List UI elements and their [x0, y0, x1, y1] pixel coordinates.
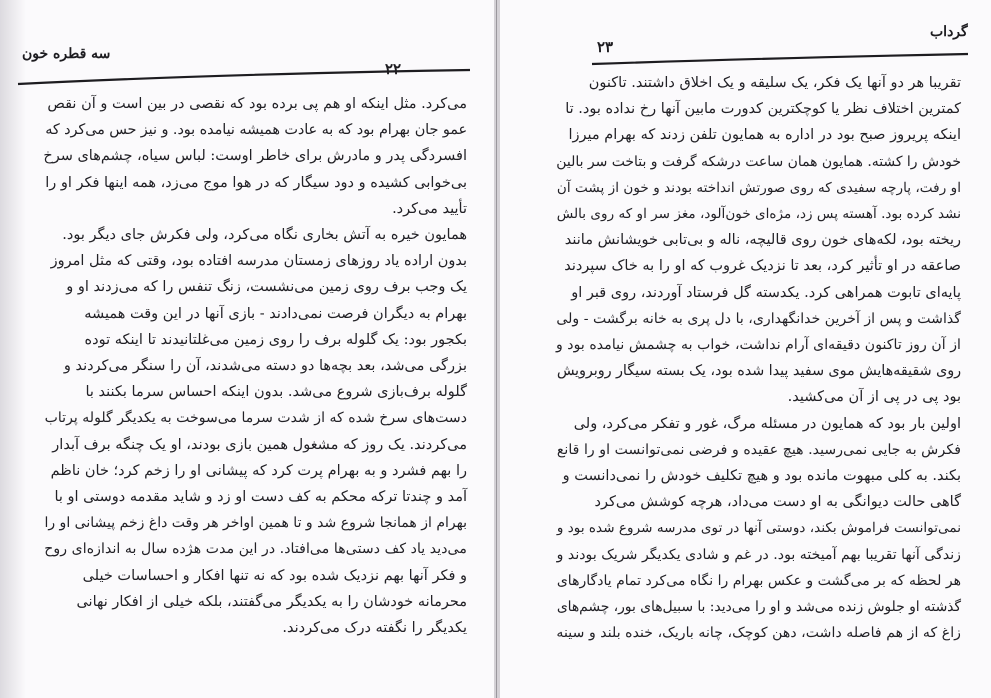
- page-number-right: ۲۳: [597, 38, 614, 56]
- text-line: خودش را کشته. همایون همان ساعت درشکه گرفت و بتاخت سر بالین: [556, 153, 961, 170]
- running-title-left: سه قطره خون: [22, 46, 111, 62]
- text-line: یکدیگر را نگفته درک می‌کردند.: [282, 620, 467, 637]
- text-line: گلوله برف‌بازی شروع می‌شد. بدون اینکه احساس سرما بکنند با: [85, 384, 467, 401]
- text-line: تقریبا هر دو آنها یک فکر، یک سلیقه و یک اخلاق داشتند. تاکنون: [588, 75, 961, 91]
- text-line: روی شقیقه‌هایش موی سفید پیدا شده بود، یک بسته سیگار روبرویش: [556, 363, 961, 380]
- left-page-body: [40, 91, 467, 641]
- text-line: کمترین اختلاف نظر یا کوچکترین کدورت مابین آنها رخ نداده بود. تا: [565, 101, 961, 118]
- text-line: بزرگی می‌شد، بعد بچه‌ها دو دسته می‌شدند، آن را سنگر می‌کردند و: [63, 358, 467, 375]
- running-title-right: گرداب: [930, 24, 968, 40]
- text-line: بکجور بود: یک گلوله برف را روی زمین می‌غلتانیدند تا اینکه توده: [84, 331, 467, 348]
- text-line: و فکر آنها بهم نزدیک شده بود که نه تنها افکار و احساسات خیلی: [82, 567, 467, 584]
- text-line: فکرش به جایی نمی‌رسید. هیچ عقیده و فرضی نمی‌توانست او را قانع: [556, 441, 961, 458]
- text-line: افسردگی پدر و مادرش برای خاطر اوست: لباس سیاه، چشم‌های سرخ: [43, 148, 467, 165]
- text-line: همایون خیره به آتش بخاری نگاه می‌کرد، ولی فکرش جای دیگر بود.: [62, 227, 467, 244]
- text-line: را بهم فشرد و به بهرام پرت کرد که پیشانی او را زخم کرد؛ خان ناظم: [50, 462, 467, 479]
- header-rule-left: [0, 0, 494, 100]
- text-line: می‌دید یاد کف دستی‌ها می‌افتاد. در این مدت هژده سال به اندازه‌ای روح: [44, 541, 467, 558]
- text-line: هر لحظه که بر می‌گشت و عکس بهرام را نگاه می‌کرد تمام یادگارهای: [556, 572, 961, 589]
- text-line: او رفت، پارچه سفیدی که روی صورتش انداخته بودند و خون از پشت آن: [556, 179, 961, 196]
- text-line: بهرام از همانجا شروع شد و تا همین اواخر هر وقت داغ زخم پیشانی او را: [44, 515, 467, 532]
- right-book-page: [500, 0, 991, 698]
- text-line: زندگی آنها تقریبا بهم آمیخته بود. در غم و شادی یکدیگر شریک بودند و: [556, 546, 961, 563]
- text-line: از آن روز تاکنون دقیقه‌ای آرام نداشت، خواب به چشمش نیامده بود و: [555, 337, 961, 354]
- text-line: می‌کردند. یک روز که مشغول همین بازی بودند، او یک چنگه برف آبدار: [52, 436, 467, 453]
- text-line: گاهی حالت دیوانگی به او دست می‌داد، هرچه کوشش می‌کرد: [594, 494, 961, 511]
- book-spine-line: [496, 0, 497, 698]
- page-number-left: ۲۲: [385, 60, 402, 78]
- text-line: بکند. به کلی مبهوت مانده بود و هیچ تکلیف خودش را نمی‌دانست و: [562, 468, 961, 485]
- text-line: بدون اراده یاد روزهای زمستان مدرسه افتاده بود، وقتی که مثل امروز: [50, 253, 467, 270]
- text-line: نشد کرده بود. آهسته پس زد، مژه‌ای خون‌آلود، مغز سر او که روی بالش: [556, 206, 961, 223]
- text-line: صاعقه در او تأثیر کرد، بعد تا نزدیک غروب که او را به خاک سپردند: [564, 258, 961, 275]
- text-line: بهرام به دیگران فرصت نمی‌دادند - بازی آنها در این وقت همیشه: [84, 305, 467, 322]
- text-line: پایه‌ای تابوت همراهی کرد. یکدسته گل فرستاد آوردند، روی قبر او: [571, 284, 961, 301]
- text-line: عمو جان بهرام بود که به عادت همیشه نیامده بود. و نیز حس می‌کرد که: [45, 122, 467, 139]
- text-line: تأیید می‌کرد.: [392, 200, 467, 217]
- right-page-body: [552, 70, 961, 646]
- text-line: گذاشت و پس از آخرین خدانگهداری، با دل پری به خانه برگشت - ولی: [556, 310, 961, 327]
- text-line: دست‌های سرخ شده که از شدت سرما می‌سوخت به یکدیگر گلوله پرتاب: [44, 410, 467, 427]
- text-line: می‌کرد. مثل اینکه او هم پی برده بود که نقصی در بین است و آن نقص: [47, 96, 467, 112]
- text-line: بود پی در پی از آن می‌کشید.: [787, 389, 961, 406]
- text-line: اینکه پریروز صبح بود در اداره به همایون تلفن زدند که بهرام میرزا: [568, 127, 961, 144]
- text-line: نمی‌توانست فراموش بکند، دوستی آنها در توی مدرسه شروع شده بود و: [556, 520, 961, 537]
- text-line: بی‌خوابی کشیده و دود سیگار که در هوا موج می‌زد، همه اینها فکر او را: [45, 174, 467, 191]
- text-line: یک وجب برف روی زمین می‌نشست، زنگ تنفس را که می‌زدند او و: [66, 279, 467, 296]
- text-line: اولین بار بود که همایون در مسئله مرگ، غور و تفکر می‌کرد، ولی: [573, 415, 961, 432]
- text-line: آمد و چندتا ترکه محکم به کف دست او زد و شاید مقدمه دوستی او با: [54, 489, 467, 506]
- text-line: ریخته بود، لکه‌های خون روی قالیچه، ناله و بی‌تابی خویشانش مانند: [564, 232, 961, 249]
- text-line: محرمانه خودشان را به یکدیگر می‌گفتند، بلکه خیلی از افکار نهانی: [76, 593, 467, 610]
- page-edge-shadow: [0, 0, 26, 698]
- text-line: زاغ که از هم فاصله داشت، دهن کوچک، چانه باریک، خنده بلند و سینه: [556, 625, 961, 642]
- text-line: گذشته او جلوش زنده می‌شد و او را می‌دید: با سبیل‌های بور، چشم‌های: [556, 599, 961, 616]
- left-book-page: [0, 0, 494, 698]
